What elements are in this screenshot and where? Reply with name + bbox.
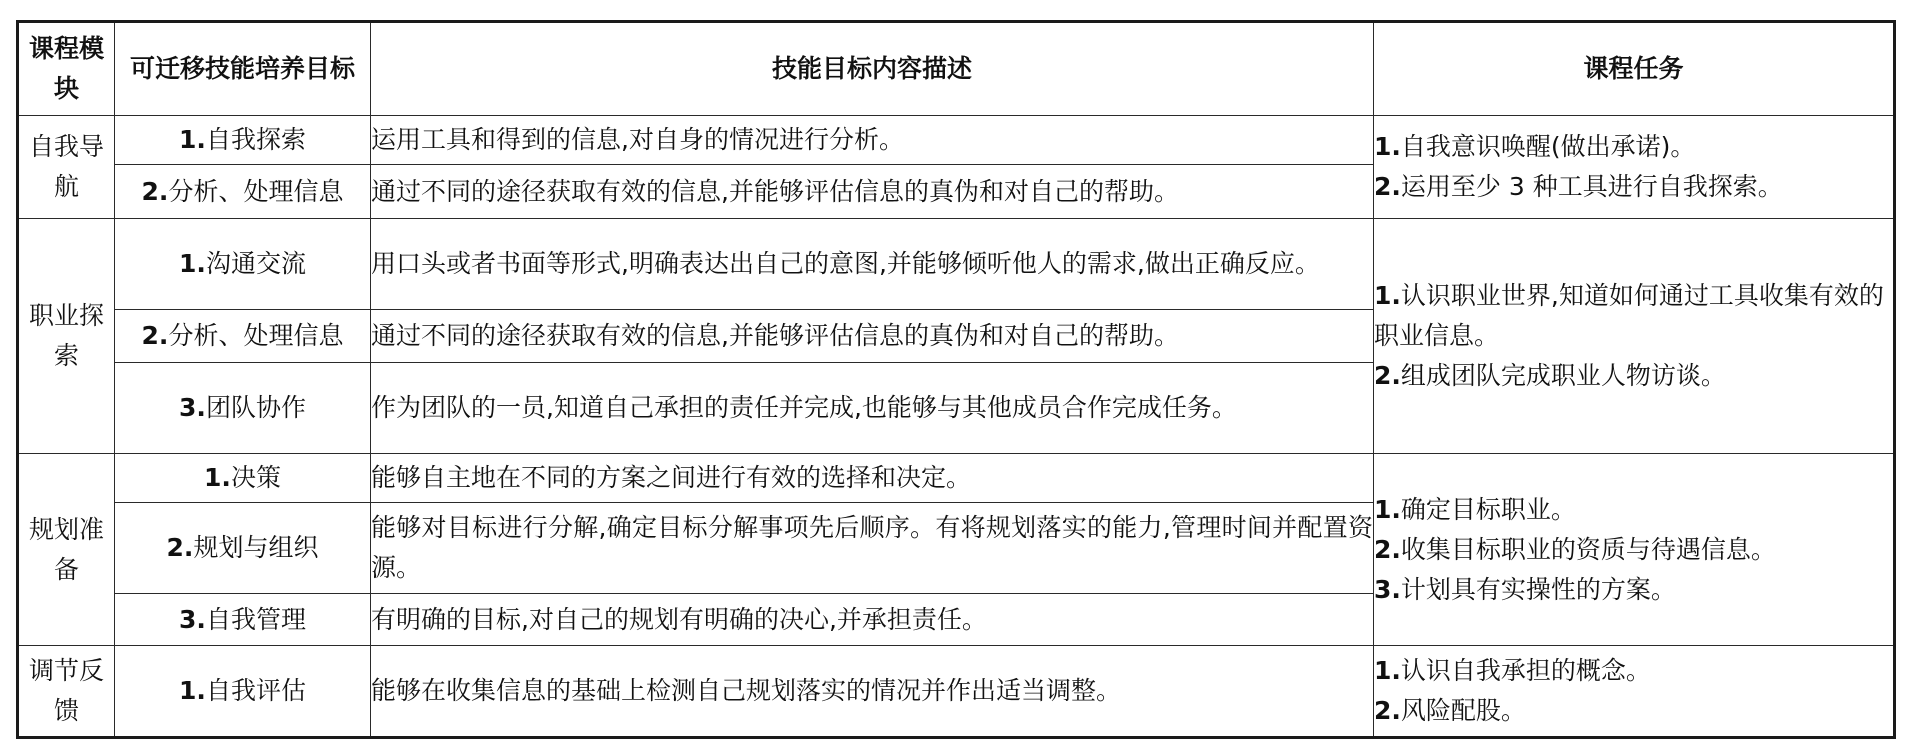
task-line: 2.运用至少 3 种工具进行自我探索。 xyxy=(1374,172,1783,201)
module-self-navigation: 自我导航 xyxy=(18,116,115,219)
task-line: 1.认识职业世界,知道如何通过工具收集有效的职业信息。 xyxy=(1374,281,1884,350)
skill-cell: 3.团队协作 xyxy=(115,363,371,454)
skill-cell: 3.自我管理 xyxy=(115,594,371,646)
task-line: 1.认识自我承担的概念。 xyxy=(1374,656,1651,685)
header-task: 课程任务 xyxy=(1374,22,1895,116)
module-career-exploration: 职业探索 xyxy=(18,219,115,454)
task-line: 3.计划具有实操性的方案。 xyxy=(1374,574,1676,604)
description-cell: 有明确的目标,对自己的规划有明确的决心,并承担责任。 xyxy=(371,594,1374,646)
task-line: 2.收集目标职业的资质与待遇信息。 xyxy=(1374,534,1776,564)
task-cell xyxy=(1374,646,1895,738)
task-line: 1.确定目标职业。 xyxy=(1374,494,1576,524)
table-row xyxy=(18,646,1895,738)
curriculum-table xyxy=(16,20,1896,739)
header-module: 课程模块 xyxy=(18,22,115,116)
skill-cell: 1.自我探索 xyxy=(115,116,371,165)
task-line: 1.自我意识唤醒(做出承诺)。 xyxy=(1374,132,1696,161)
module-adjustment-feedback: 调节反馈 xyxy=(18,646,115,738)
module-planning-preparation: 规划准备 xyxy=(18,454,115,646)
description-cell: 作为团队的一员,知道自己承担的责任并完成,也能够与其他成员合作完成任务。 xyxy=(371,363,1374,454)
table-row xyxy=(18,219,1895,310)
table-row xyxy=(18,454,1895,503)
header-description: 技能目标内容描述 xyxy=(371,22,1374,116)
task-cell xyxy=(1374,116,1895,219)
header-skill: 可迁移技能培养目标 xyxy=(115,22,371,116)
task-line: 2.风险配股。 xyxy=(1374,696,1526,725)
skill-cell: 2.分析、处理信息 xyxy=(115,310,371,363)
task-line: 2.组成团队完成职业人物访谈。 xyxy=(1374,361,1726,390)
description-cell: 能够对目标进行分解,确定目标分解事项先后顺序。有将规划落实的能力,管理时间并配置资源。 xyxy=(371,503,1374,594)
description-cell: 通过不同的途径获取有效的信息,并能够评估信息的真伪和对自己的帮助。 xyxy=(371,310,1374,363)
skill-cell: 2.规划与组织 xyxy=(115,503,371,594)
task-cell xyxy=(1374,219,1895,454)
description-cell: 通过不同的途径获取有效的信息,并能够评估信息的真伪和对自己的帮助。 xyxy=(371,165,1374,219)
task-cell xyxy=(1374,454,1895,646)
table-row xyxy=(18,116,1895,165)
description-cell: 能够自主地在不同的方案之间进行有效的选择和决定。 xyxy=(371,454,1374,503)
skill-cell: 1.决策 xyxy=(115,454,371,503)
description-cell: 用口头或者书面等形式,明确表达出自己的意图,并能够倾听他人的需求,做出正确反应。 xyxy=(371,219,1374,310)
description-cell: 能够在收集信息的基础上检测自己规划落实的情况并作出适当调整。 xyxy=(371,646,1374,738)
header-row xyxy=(18,22,1895,116)
skill-cell: 2.分析、处理信息 xyxy=(115,165,371,219)
skill-cell: 1.沟通交流 xyxy=(115,219,371,310)
description-cell: 运用工具和得到的信息,对自身的情况进行分析。 xyxy=(371,116,1374,165)
skill-cell: 1.自我评估 xyxy=(115,646,371,738)
